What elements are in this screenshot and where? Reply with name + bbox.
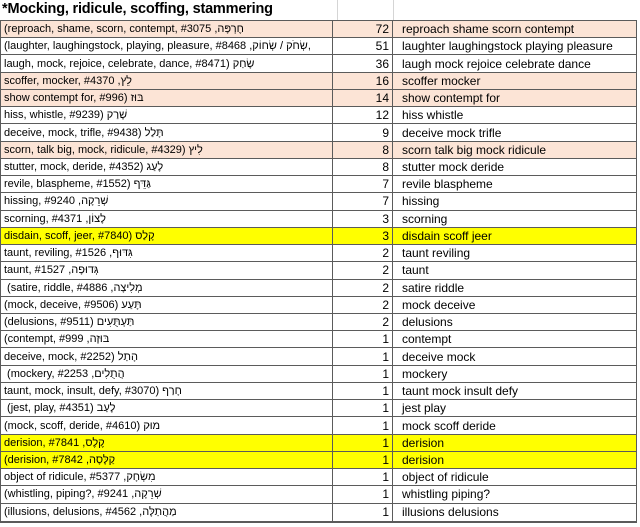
keywords-cell[interactable]: scorning: [402, 211, 448, 226]
word-label-cell[interactable]: (illusions, delusions, #4562 ,מַהֲתַלָּה: [1, 504, 333, 521]
keywords-cell[interactable]: taunt: [402, 263, 429, 278]
count-cell[interactable]: 1: [333, 348, 393, 364]
table-row: [1, 90, 636, 107]
keywords-cell[interactable]: derision: [402, 452, 445, 467]
count-cell[interactable]: 2: [333, 297, 393, 313]
table-row: [1, 314, 636, 331]
word-label-cell[interactable]: object of ridicule, #5377 ,מִשְׂחָק: [1, 469, 333, 485]
table-row: [1, 383, 636, 400]
table-row: [1, 469, 636, 486]
count-cell[interactable]: 36: [333, 55, 393, 71]
keywords-cell[interactable]: mockery: [402, 366, 448, 381]
keywords-cell[interactable]: jest play: [402, 401, 447, 416]
count-cell[interactable]: 1: [333, 469, 393, 485]
table-row: [1, 435, 636, 452]
word-label-cell[interactable]: scorn, talk big, mock, ridicule, #4329) לִיץ: [1, 142, 333, 158]
keywords-cell[interactable]: taunt reviling: [402, 246, 471, 261]
word-label-cell[interactable]: (whistling, piping?, #9241 ,שְׁרֵקָה: [1, 486, 333, 502]
keywords-cell[interactable]: satire riddle: [402, 280, 465, 295]
table-row: [1, 366, 636, 383]
word-label-cell[interactable]: (mock, deceive, #9506) תָּעַע: [1, 297, 333, 313]
count-cell[interactable]: 9: [333, 124, 393, 140]
keywords-cell[interactable]: laughter laughingstock playing pleasure: [402, 39, 613, 54]
word-label-cell[interactable]: hiss, whistle, #9239) שָׁרַק: [1, 107, 333, 123]
count-cell[interactable]: 1: [333, 452, 393, 468]
table-row: [1, 400, 636, 417]
table-row: [1, 21, 636, 38]
table-row: [1, 55, 636, 72]
word-label-cell[interactable]: stutter, mock, deride, #4352) לָעַג: [1, 159, 333, 175]
table-row: [1, 228, 636, 245]
count-cell[interactable]: 2: [333, 262, 393, 278]
count-cell[interactable]: 2: [333, 280, 393, 296]
table-row: [1, 73, 636, 90]
keywords-cell[interactable]: mock scoff deride: [402, 418, 496, 433]
word-label-cell[interactable]: (reproach, shame, scorn, contempt, #3075 ,חֶרְפָּה: [1, 21, 333, 37]
keywords-cell[interactable]: revile blaspheme: [402, 177, 493, 192]
table-row: [1, 331, 636, 348]
table-row: [1, 159, 636, 176]
keywords-cell[interactable]: show contempt for: [402, 91, 501, 106]
table-row: [1, 107, 636, 124]
table-row: [1, 193, 636, 210]
keywords-cell[interactable]: deceive mock trifle: [402, 125, 502, 140]
count-cell[interactable]: 2: [333, 245, 393, 261]
count-cell[interactable]: 7: [333, 176, 393, 192]
count-cell[interactable]: 3: [333, 228, 393, 244]
gridline-stub: [337, 0, 338, 21]
table-row: [1, 417, 636, 434]
word-label-cell[interactable]: revile, blaspheme, #1552) גַּדֵּף: [1, 176, 333, 192]
count-cell[interactable]: 8: [333, 142, 393, 158]
word-label-cell[interactable]: disdain, scoff, jeer, #7840) קָלַס: [1, 228, 333, 244]
table-row: [1, 452, 636, 469]
word-label-cell[interactable]: scorning, #4371 ,לָצוֹן: [1, 211, 333, 227]
word-label-cell[interactable]: (mockery, #2253 ,הֲתֻלִים: [1, 366, 333, 382]
word-label-cell[interactable]: taunt, mock, insult, defy, #3070) חָרַף: [1, 383, 333, 399]
word-label-cell[interactable]: laugh, mock, rejoice, celebrate, dance, #8471) שָׂחַק: [1, 55, 333, 71]
count-cell[interactable]: 14: [333, 90, 393, 106]
table-row: [1, 486, 636, 503]
table-row: [1, 504, 636, 521]
table-row: [1, 280, 636, 297]
word-count-table: [0, 20, 637, 523]
count-cell[interactable]: 16: [333, 73, 393, 89]
keywords-cell[interactable]: reproach shame scorn contempt: [402, 22, 575, 37]
count-cell[interactable]: 1: [333, 366, 393, 382]
keywords-cell[interactable]: mock deceive: [402, 297, 476, 312]
keywords-cell[interactable]: laugh mock rejoice celebrate dance: [402, 56, 591, 71]
word-label-cell[interactable]: derision, #7841 ,קֶלֶס: [1, 435, 333, 451]
gridline-stub: [393, 0, 394, 21]
word-label-cell[interactable]: (delusions, #9511) תַּעְתֻּעִים: [1, 314, 333, 330]
word-label-cell[interactable]: (mock, scoff, deride, #4610) מוּק: [1, 417, 333, 433]
word-label-cell[interactable]: (jest, play, #4351) לָעַב: [1, 400, 333, 416]
count-cell[interactable]: 2: [333, 314, 393, 330]
word-label-cell[interactable]: deceive, mock, #2252) הָתַל: [1, 348, 333, 364]
count-cell[interactable]: 12: [333, 107, 393, 123]
word-label-cell[interactable]: scoffer, mocker, #4370 ,לֵץ: [1, 73, 333, 89]
word-label-cell[interactable]: show contempt for, #996) בּוּז: [1, 90, 333, 106]
keywords-cell[interactable]: contempt: [402, 332, 452, 347]
sheet-title[interactable]: *Mocking, ridicule, scoffing, stammering: [2, 1, 273, 17]
keywords-cell[interactable]: deceive mock: [402, 349, 476, 364]
count-cell[interactable]: 1: [333, 383, 393, 399]
keywords-cell[interactable]: hiss whistle: [402, 108, 464, 123]
count-cell[interactable]: 1: [333, 486, 393, 502]
table-row: [1, 348, 636, 365]
count-cell[interactable]: 1: [333, 400, 393, 416]
count-cell[interactable]: 72: [333, 21, 393, 37]
word-label-cell[interactable]: (contempt, #999 ,בּוּזָה: [1, 331, 333, 347]
keywords-cell[interactable]: hissing: [402, 194, 440, 209]
keywords-cell[interactable]: delusions: [402, 315, 453, 330]
keywords-cell[interactable]: scorn talk big mock ridicule: [402, 142, 547, 157]
keywords-cell[interactable]: scoffer mocker: [402, 73, 481, 88]
keywords-cell[interactable]: whistling piping?: [402, 487, 491, 502]
word-label-cell[interactable]: (derision, #7842 ,קַלָּסָה: [1, 452, 333, 468]
table-row: [1, 38, 636, 55]
word-label-cell[interactable]: taunt, reviling, #1526 ,גִּדּוּף: [1, 245, 333, 261]
table-row: [1, 211, 636, 228]
table-row: [1, 297, 636, 314]
count-cell[interactable]: 1: [333, 417, 393, 433]
table-row: [1, 142, 636, 159]
table-row: [1, 176, 636, 193]
keywords-cell[interactable]: illusions delusions: [402, 505, 499, 520]
count-cell[interactable]: 1: [333, 504, 393, 521]
word-label-cell[interactable]: deceive, mock, trifle, #9438) תָּלַל: [1, 124, 333, 140]
table-row: [1, 262, 636, 279]
keywords-cell[interactable]: stutter mock deride: [402, 159, 505, 174]
keywords-cell[interactable]: disdain scoff jeer: [402, 228, 492, 243]
count-cell[interactable]: 7: [333, 193, 393, 209]
keywords-cell[interactable]: derision: [402, 435, 445, 450]
word-label-cell[interactable]: taunt, #1527 ,גְּדוּפָה: [1, 262, 333, 278]
count-cell[interactable]: 8: [333, 159, 393, 175]
table-row: [1, 245, 636, 262]
word-label-cell[interactable]: (satire, riddle, #4886 ,מְלִיצָה: [1, 280, 333, 296]
word-label-cell[interactable]: (laughter, laughingstock, playing, pleasure, #8468 ,שְׂחֹק / שְׂחוֹק,: [1, 38, 333, 54]
keywords-cell[interactable]: object of ridicule: [402, 470, 489, 485]
count-cell[interactable]: 3: [333, 211, 393, 227]
word-label-cell[interactable]: hissing, #9240 ,שְׁרֵקָה: [1, 193, 333, 209]
keywords-cell[interactable]: taunt mock insult defy: [402, 384, 519, 399]
count-cell[interactable]: 1: [333, 331, 393, 347]
count-cell[interactable]: 51: [333, 38, 393, 54]
table-row: [1, 124, 636, 141]
count-cell[interactable]: 1: [333, 435, 393, 451]
